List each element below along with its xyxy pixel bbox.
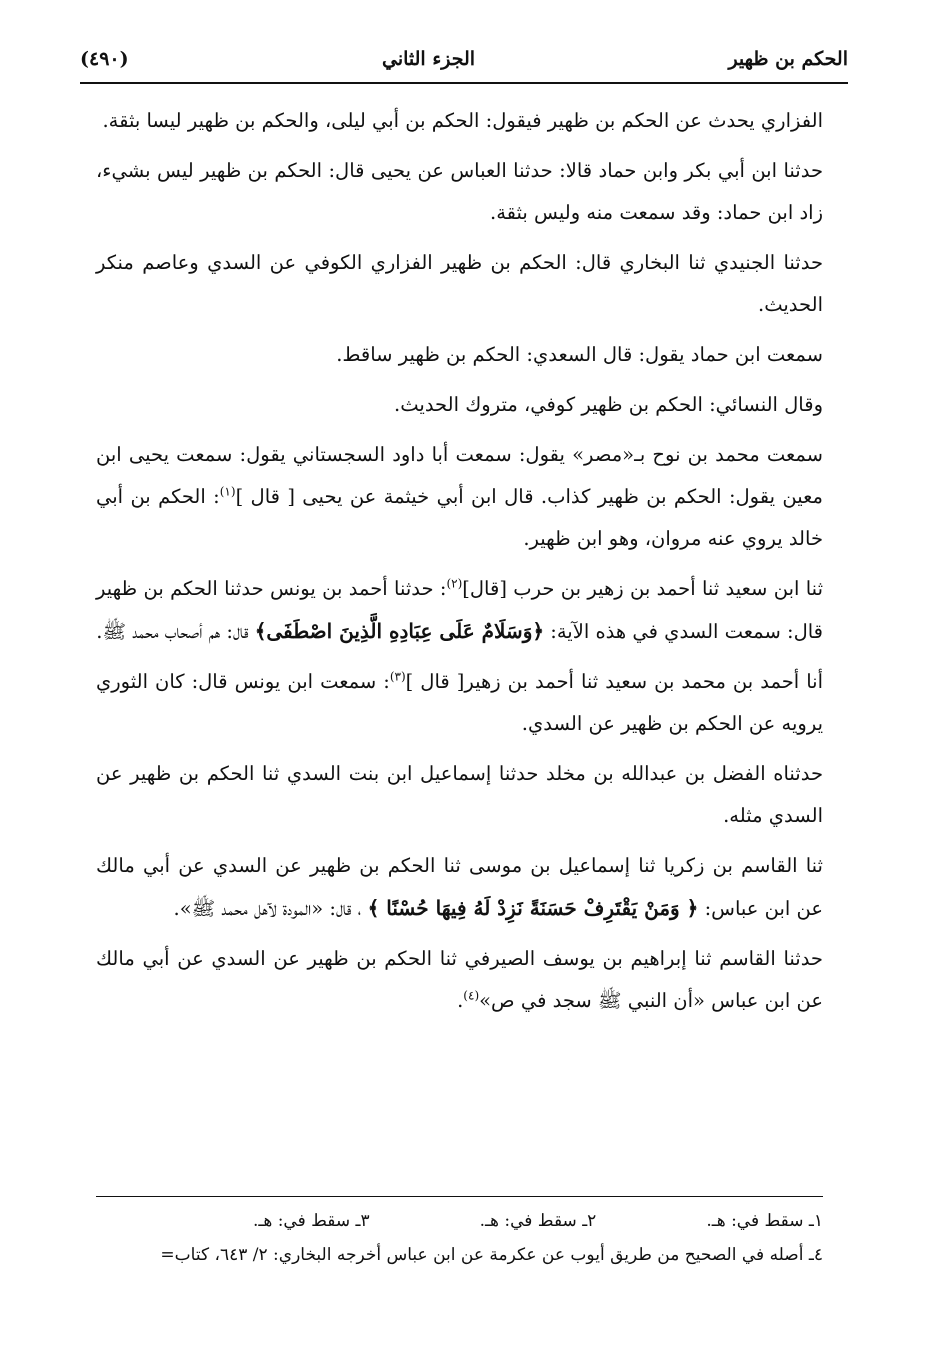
quran-verse-1: ﴿وَسَلَامٌ عَلَى عِبَادِهِ الَّذِينَ اصْطَفَى﴾ [254, 619, 545, 643]
paragraph-7-text-c: قال: هم أصحاب محمد ﷺ. [96, 620, 249, 643]
footnote-ref-2: (٢) [446, 576, 463, 591]
paragraph-2: حدثنا ابن أبي بكر وابن حماد قالا: حدثنا العباس عن يحيى قال: الحكم بن ظهير ليس بشيء، زاد ابن حماد: وقد سمعت منه وليس بثقة. [96, 159, 823, 224]
page-number: (٤٩٠) [80, 48, 129, 70]
paragraph-6 [96, 434, 823, 560]
paragraph-8-text-a: أنا أحمد بن محمد بن سعيد ثنا أحمد بن زهير[ قال ] [405, 670, 823, 693]
footnote-3: ٣ـ سقط في: هـ. [252, 1211, 370, 1231]
paragraph-7-text-a: ثنا ابن سعيد ثنا أحمد بن زهير بن حرب [قال] [462, 577, 823, 600]
paragraph-11-text-a: حدثنا القاسم ثنا إبراهيم بن يوسف الصيرفي ثنا الحكم بن ظهير عن السدي عن أبي مالك عن ابن عباس «أن النبي ﷺ سجد في ص» [96, 947, 823, 1012]
paragraph-10-text-a: ثنا القاسم بن زكريا ثنا إسماعيل بن موسى ثنا الحكم بن ظهير عن السدي عن أبي مالك عن ابن عباس: [96, 854, 823, 920]
footnote-row [80, 1204, 823, 1238]
paragraph-8 [96, 661, 823, 745]
paragraph-4: سمعت ابن حماد يقول: قال السعدي: الحكم بن ظهير ساقط. [336, 343, 823, 366]
paragraph-6-text-b: : الحكم بن أبي خالد يروي عنه مروان، وهو ابن ظهير. [96, 485, 823, 550]
quran-verse-2: ﴿ وَمَنْ يَقْتَرِفْ حَسَنَةً نَزِدْ لَهُ فِيهَا حُسْنًا ﴾ [367, 896, 699, 920]
paragraph-10 [96, 845, 823, 930]
header-rule [80, 82, 848, 84]
paragraph-5: وقال النسائي: الحكم بن ظهير كوفي، متروك الحديث. [394, 393, 823, 416]
footnote-ref-4: (٤) [463, 988, 480, 1003]
main-text [96, 100, 823, 1030]
paragraph-11 [96, 938, 823, 1022]
footnote-ref-1: (١) [219, 484, 236, 499]
page-header [80, 42, 848, 76]
running-title: الحكم بن ظهير [728, 48, 848, 70]
footnote-2: ٢ـ سقط في: هـ. [479, 1211, 597, 1231]
footnote-1: ١ـ سقط في: هـ. [706, 1211, 823, 1231]
footnotes [80, 1204, 823, 1272]
paragraph-7-text-b: : حدثنا أحمد بن يونس حدثنا الحكم بن ظهير قال: سمعت السدي في هذه الآية: [96, 577, 823, 643]
paragraph-11-text-b: . [457, 989, 464, 1012]
paragraph-7 [96, 568, 823, 653]
paragraph-3: حدثنا الجنيدي ثنا البخاري قال: الحكم بن ظهير الفزاري الكوفي عن السدي وعاصم منكر الحديث. [96, 251, 823, 316]
paragraph-10-text-b: ، قال: «المودة لآهل محمد ﷺ». [173, 897, 362, 920]
footnote-ref-3: (٣) [389, 669, 406, 684]
part-title: الجزء الثاني [381, 48, 476, 70]
footnote-rule [96, 1196, 823, 1197]
paragraph-8-text-b: : سمعت ابن يونس قال: كان الثوري يرويه عن الحكم بن ظهير عن السدي. [96, 670, 823, 735]
paragraph-6-text-a: سمعت محمد بن نوح بـ«مصر» يقول: سمعت أبا داود السجستاني يقول: سمعت يحيى ابن معين يقول: الحكم بن ظهير كذاب. قال ابن أبي خيثمة عن يحيى [ قال ] [96, 443, 823, 508]
paragraph-9: حدثناه الفضل بن عبدالله بن مخلد حدثنا إسماعيل ابن بنت السدي ثنا الحكم بن ظهير عن السدي مثله. [96, 762, 823, 827]
footnote-4: ٤ـ أصله في الصحيح من طريق أيوب عن عكرمة عن ابن عباس أخرجه البخاري: ٢/ ٦٤٣، كتاب= [160, 1245, 823, 1265]
paragraph-1: الفزاري يحدث عن الحكم بن ظهير فيقول: الحكم بن أبي ليلى، والحكم بن ظهير ليسا بثقة. [102, 109, 823, 132]
